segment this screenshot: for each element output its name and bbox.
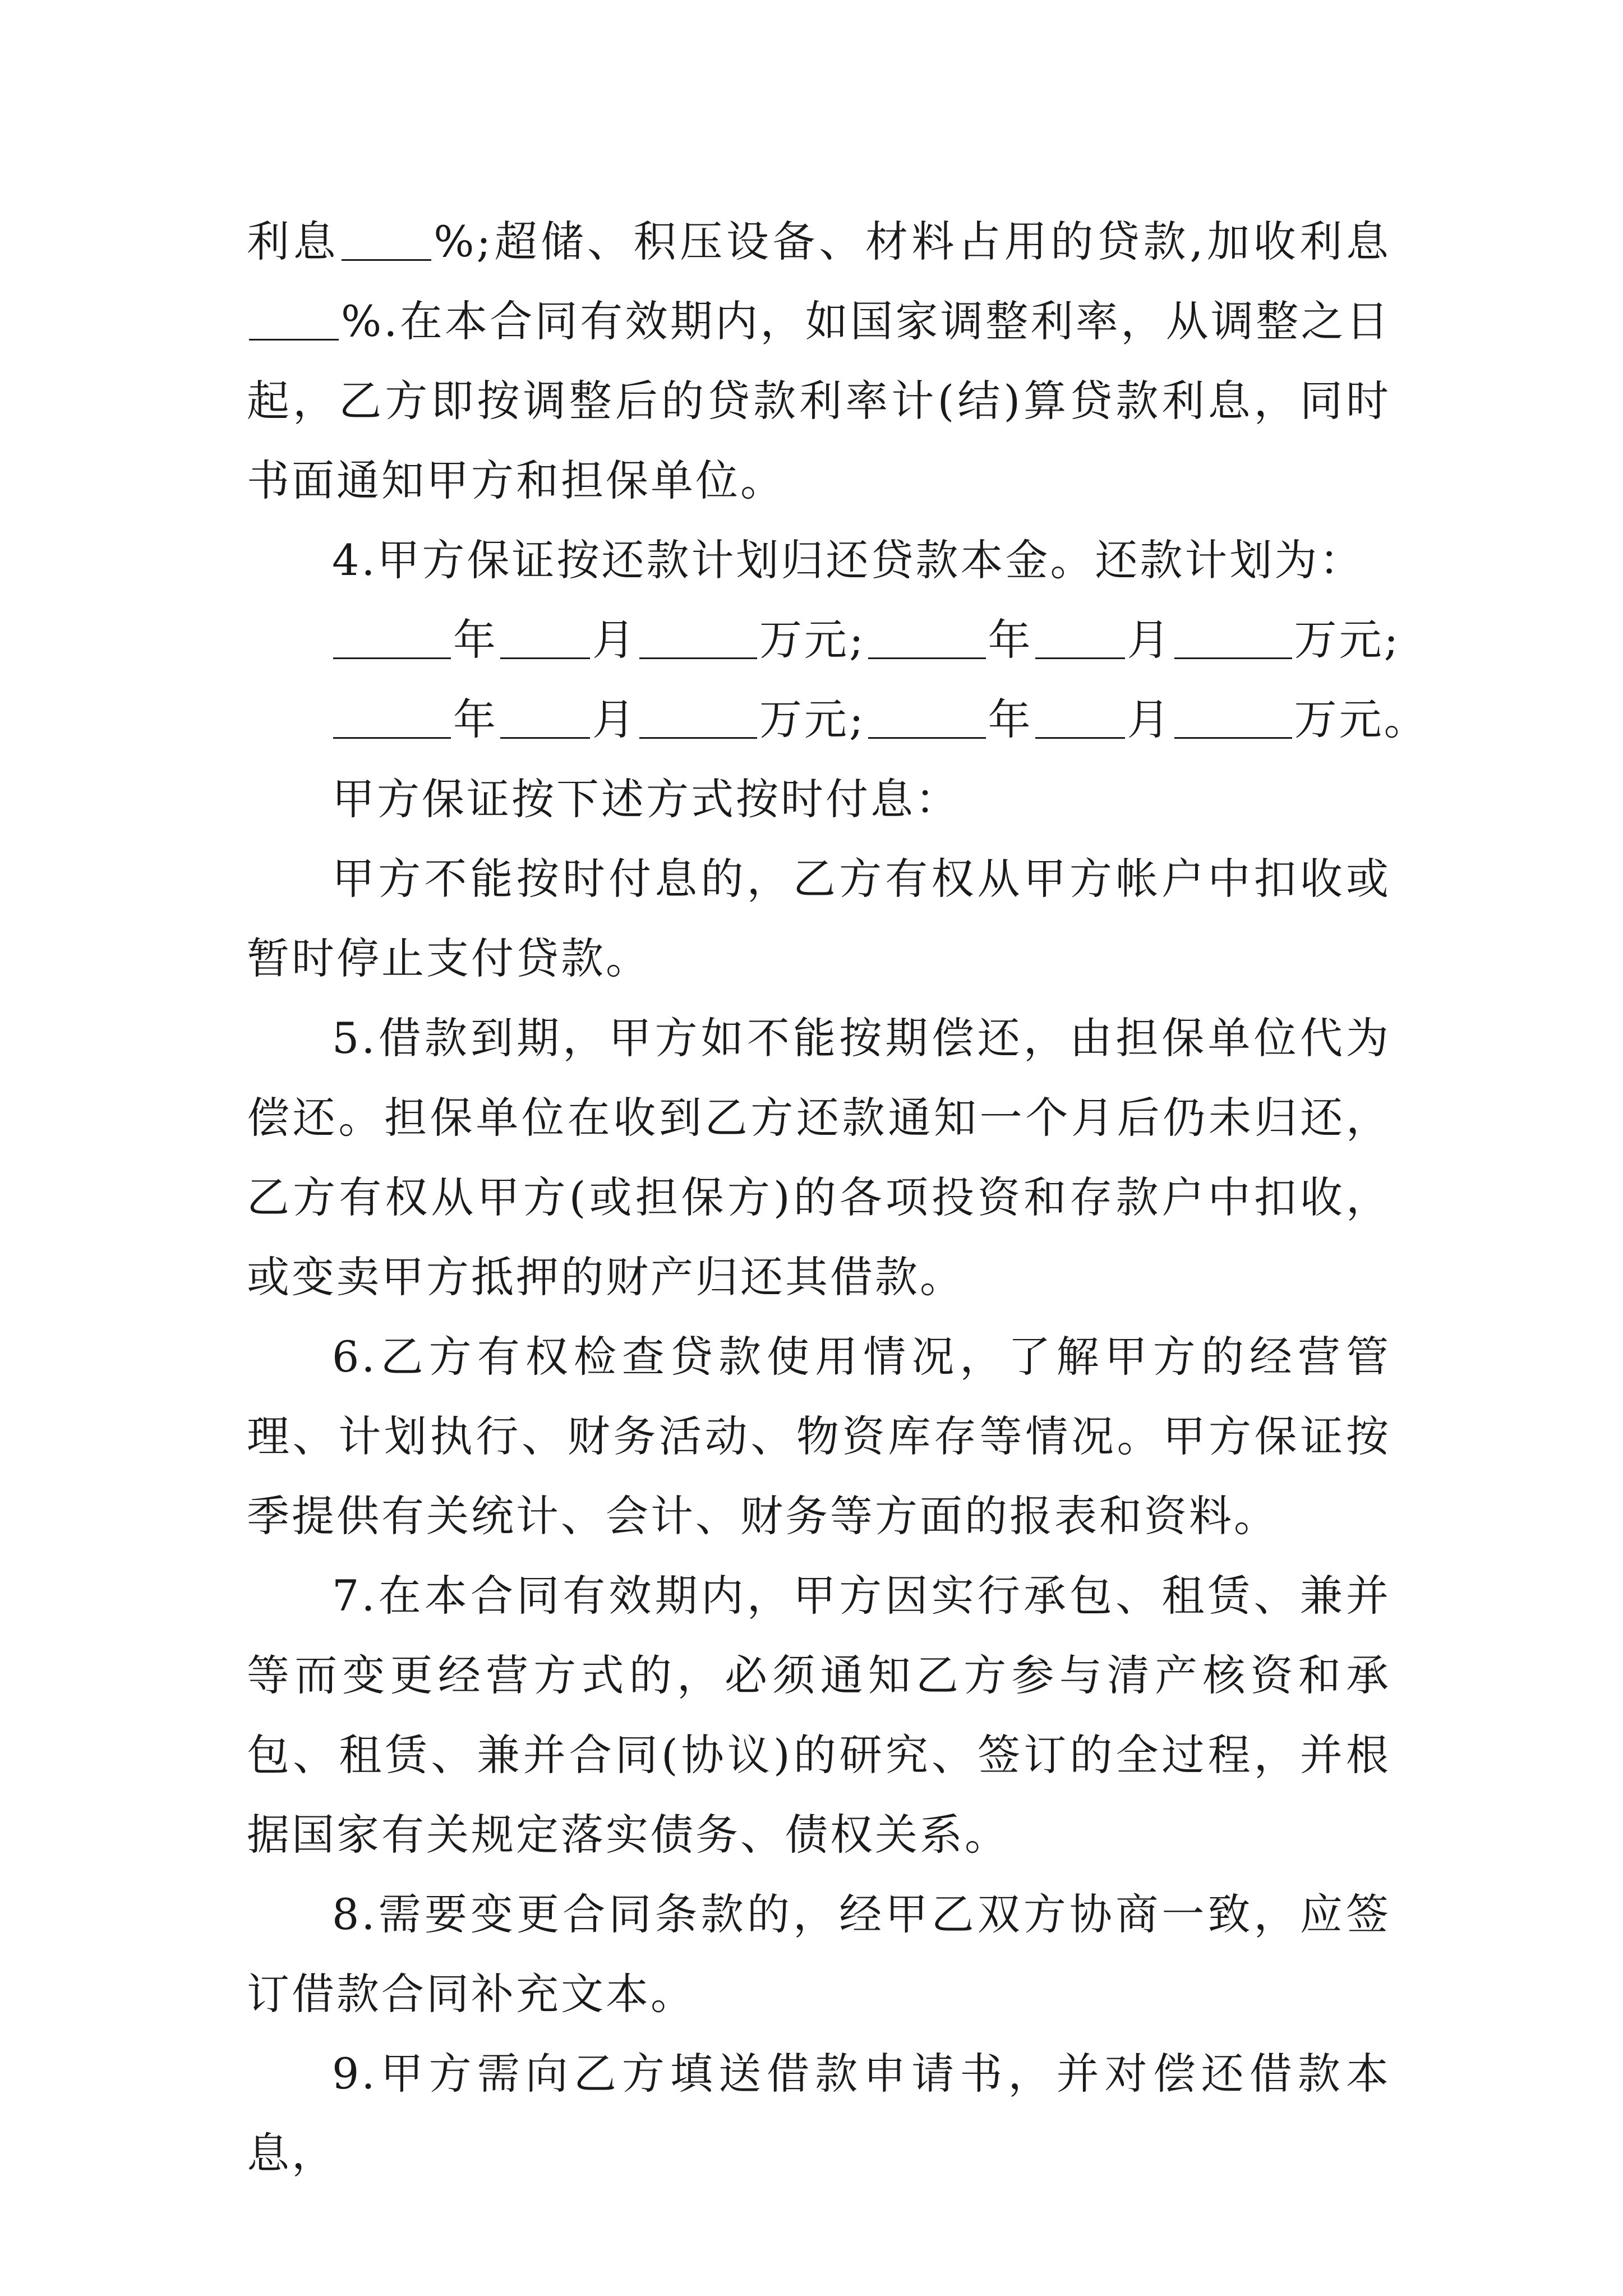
month-blank[interactable] [1035, 697, 1125, 739]
year-blank[interactable] [868, 697, 986, 739]
month-label: 月 [1127, 615, 1172, 665]
clause-9: 9.甲方需向乙方填送借款申请书，并对偿还借款本息， [247, 2049, 1391, 2178]
month-blank[interactable] [500, 697, 590, 739]
year-blank[interactable] [333, 617, 451, 659]
year-label: 年 [988, 694, 1033, 744]
amount-label: 万元 [759, 615, 849, 665]
surcharge-rate-blank[interactable] [249, 298, 339, 341]
month-blank[interactable] [1035, 617, 1125, 659]
month-blank[interactable] [500, 617, 590, 659]
interest-text-b: %;超储、积压设备、材料占用的贷款,加收利息 [434, 217, 1391, 266]
clause-4: 4.甲方保证按还款计划归还贷款本金。还款计划为： [332, 535, 1364, 585]
month-label: 月 [592, 615, 637, 665]
year-label: 年 [453, 694, 498, 744]
separator: ; [849, 615, 866, 665]
clause-6: 6.乙方有权检查贷款使用情况，了解甲方的经营管理、计划执行、财务活动、物资库存等情况。甲方保证按季提供有关统计、会计、财务等方面的报表和资料。 [247, 1332, 1391, 1541]
late-interest-clause: 甲方不能按时付息的，乙方有权从甲方帐户中扣收或暂时停止支付贷款。 [247, 854, 1391, 983]
year-blank[interactable] [868, 617, 986, 659]
clause-8: 8.需要变更合同条款的，经甲乙双方协商一致，应签订借款合同补充文本。 [247, 1889, 1391, 2019]
interest-payment-method: 甲方保证按下述方式按时付息： [332, 774, 960, 824]
amount-label: 万元 [759, 694, 849, 744]
repayment-schedule-line-2 [247, 680, 1429, 760]
clause-5: 5.借款到期，甲方如不能按期偿还，由担保单位代为偿还。担保单位在收到乙方还款通知一个月后仍未归还，乙方有权从甲方(或担保方)的各项投资和存款户中扣收，或变卖甲方抵押的财产归还其借款。 [247, 1013, 1391, 1302]
amount-label: 万元 [1294, 694, 1384, 744]
separator: ; [1384, 615, 1401, 665]
end-mark: 。 [1384, 694, 1429, 744]
year-label: 年 [453, 615, 498, 665]
amount-label: 万元 [1294, 615, 1384, 665]
year-label: 年 [988, 615, 1033, 665]
month-label: 月 [1127, 694, 1172, 744]
contract-body [247, 202, 1429, 2193]
year-blank[interactable] [333, 697, 451, 739]
repayment-schedule-line-1 [247, 600, 1401, 680]
clause-7: 7.在本合同有效期内，甲方因实行承包、租赁、兼并等而变更经营方式的，必须通知乙方参与清产核资和承包、租赁、兼并合同(协议)的研究、签订的全过程，并根据国家有关规定落实债务、债权关系。 [247, 1571, 1391, 1860]
amount-blank[interactable] [1174, 617, 1292, 659]
interest-text-c: %.在本合同有效期内，如国家调整利率，从调整之日起，乙方即按调整后的贷款利率计(结)算贷款利息，同时书面通知甲方和担保单位。 [247, 296, 1391, 505]
month-label: 月 [592, 694, 637, 744]
amount-blank[interactable] [639, 617, 757, 659]
separator: ; [849, 694, 866, 744]
amount-blank[interactable] [1174, 697, 1292, 739]
interest-rate-blank[interactable] [342, 219, 431, 261]
amount-blank[interactable] [639, 697, 757, 739]
interest-text-a: 利息 [247, 217, 340, 266]
interest-paragraph [247, 202, 1391, 521]
